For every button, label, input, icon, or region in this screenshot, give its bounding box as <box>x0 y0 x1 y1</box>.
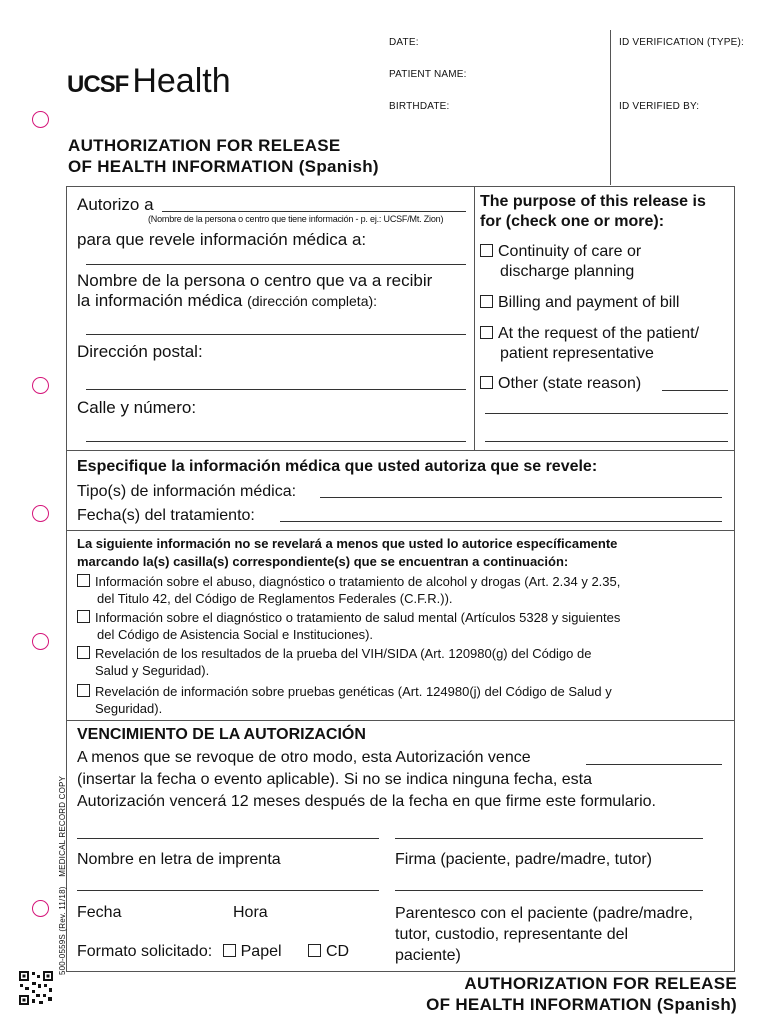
time-label: Hora <box>233 904 268 921</box>
qr-code <box>18 970 54 1006</box>
footer-title: AUTHORIZATION FOR RELEASE OF HEALTH INFORMATION (Spanish) <box>426 974 737 1014</box>
form-number-side-text: 500-0559S (Rev. 11/18) MEDICAL RECORD COPY <box>58 775 67 975</box>
checkbox[interactable] <box>77 610 90 623</box>
format-paper-option[interactable]: Papel <box>223 943 282 960</box>
special-item-mental[interactable]: Información sobre el diagnóstico o tratamiento de salud mental (Artículos 5328 y siguientes del Código de Asistencia Social e Instituciones). <box>77 609 620 643</box>
address-field-2[interactable] <box>86 389 466 390</box>
section-divider <box>66 720 734 721</box>
checkbox[interactable] <box>480 326 493 339</box>
checkbox[interactable] <box>480 376 493 389</box>
nombre-label: Nombre de la persona o centro que va a recibir la información médica (dirección completa): <box>77 271 433 310</box>
signature-label: Firma (paciente, padre/madre, tutor) <box>395 851 652 868</box>
column-divider <box>474 186 475 450</box>
printed-name-field[interactable] <box>77 838 379 839</box>
id-verification-label: ID VERIFICATION (TYPE): <box>619 37 744 48</box>
date-label: Fecha <box>77 904 122 921</box>
punch-hole <box>32 505 49 522</box>
section-divider <box>66 450 734 451</box>
specify-heading: Especifique la información médica que usted autoriza que se revele: <box>77 458 598 475</box>
calle-label: Calle y número: <box>77 398 197 417</box>
header-divider <box>610 30 611 185</box>
checkbox[interactable] <box>223 944 236 957</box>
address-field-1[interactable] <box>86 334 466 335</box>
relationship-label: Parentesco con el paciente (padre/madre, tutor, custodio, representante del paciente) <box>395 905 693 964</box>
other-reason-field-1[interactable] <box>662 390 728 391</box>
para-que-label: para que revele información médica a: <box>77 230 367 249</box>
punch-hole <box>32 377 49 394</box>
autorizo-field[interactable] <box>162 211 466 212</box>
purpose-option-other[interactable]: Other (state reason) <box>480 374 641 394</box>
fecha-tratamiento-label: Fecha(s) del tratamiento: <box>77 507 255 524</box>
tipo-label: Tipo(s) de información médica: <box>77 483 297 500</box>
recipient-name-field[interactable] <box>86 264 466 265</box>
logo-ucsf: UCSF <box>67 71 129 98</box>
logo-health: Health <box>132 62 231 100</box>
special-item-genetic[interactable]: Revelación de información sobre pruebas genéticas (Art. 124980(j) del Código de Salud y Seguridad). <box>77 683 612 717</box>
autorizo-sublabel: (Nombre de la persona o centro que tiene información - p. ej.: UCSF/Mt. Zion) <box>148 214 444 224</box>
address-field-3[interactable] <box>86 441 466 442</box>
logo <box>67 62 231 102</box>
checkbox[interactable] <box>480 244 493 257</box>
birthdate-label: BIRTHDATE: <box>389 101 450 112</box>
other-reason-field-2[interactable] <box>485 413 728 414</box>
punch-hole <box>32 900 49 917</box>
format-requested: Formato solicitado: Papel CD <box>77 943 350 960</box>
expiration-date-field[interactable] <box>586 764 722 765</box>
signature-field[interactable] <box>395 838 703 839</box>
punch-hole <box>32 633 49 650</box>
checkbox[interactable] <box>77 646 90 659</box>
special-item-alcohol[interactable]: Información sobre el abuso, diagnóstico o tratamiento de alcohol y drogas (Art. 2.34 y 2.35, del Titulo 42, del Código de Reglamentos Federales (C.F.R.)). <box>77 573 620 607</box>
printed-name-label: Nombre en letra de imprenta <box>77 851 281 868</box>
direccion-label: Dirección postal: <box>77 342 203 361</box>
purpose-option-continuity[interactable]: Continuity of care or discharge planning <box>480 242 641 282</box>
expiration-text: A menos que se revoque de otro modo, esta Autorización vence (insertar la fecha o evento aplicable). Si no se indica ninguna fecha, esta Autorización vencerá 12 meses después de la fecha en que firme este formulario. <box>77 749 656 810</box>
format-cd-option[interactable]: CD <box>308 943 349 960</box>
date-time-field[interactable] <box>77 890 379 891</box>
other-reason-field-3[interactable] <box>485 441 728 442</box>
special-heading: La siguiente información no se revelará a menos que usted lo autorice específicamente marcando la(s) casilla(s) correspondiente(s) que se encuentran a continuación: <box>77 536 618 569</box>
fecha-tratamiento-field[interactable] <box>280 521 722 522</box>
checkbox[interactable] <box>77 574 90 587</box>
section-divider <box>66 530 734 531</box>
checkbox[interactable] <box>77 684 90 697</box>
date-label: DATE: <box>389 37 419 48</box>
tipo-field[interactable] <box>320 497 722 498</box>
special-item-hiv[interactable]: Revelación de los resultados de la prueba del VIH/SIDA (Art. 120980(g) del Código de Salud y Seguridad). <box>77 645 591 679</box>
checkbox[interactable] <box>480 295 493 308</box>
checkbox[interactable] <box>308 944 321 957</box>
relationship-field[interactable] <box>395 890 703 891</box>
expiration-heading: VENCIMIENTO DE LA AUTORIZACIÓN <box>77 726 366 743</box>
purpose-option-request[interactable]: At the request of the patient/ patient representative <box>480 324 699 364</box>
patient-name-label: PATIENT NAME: <box>389 69 467 80</box>
id-verified-by-label: ID VERIFIED BY: <box>619 101 700 112</box>
autorizo-label: Autorizo a <box>77 195 154 214</box>
purpose-heading: The purpose of this release is for (check one or more): <box>480 193 706 230</box>
purpose-option-billing[interactable]: Billing and payment of bill <box>480 293 679 313</box>
punch-hole <box>32 111 49 128</box>
page-title: AUTHORIZATION FOR RELEASE OF HEALTH INFORMATION (Spanish) <box>68 136 379 176</box>
